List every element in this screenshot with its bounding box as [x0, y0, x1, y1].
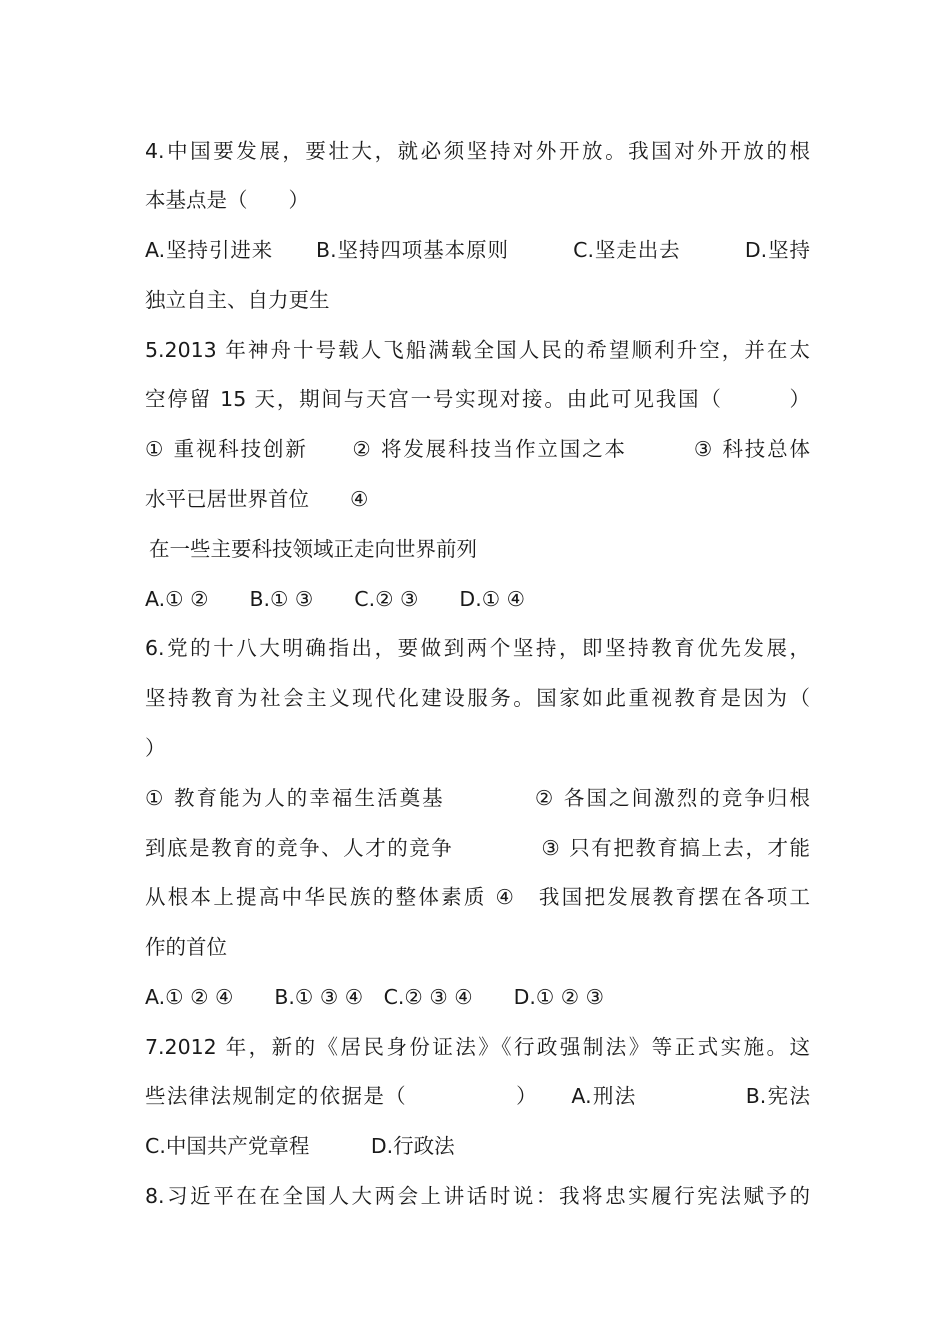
question-6-line-3: ） — [145, 736, 166, 760]
question-5-options: A.① ② B.① ③ C.② ③ D.① ④ — [145, 587, 525, 611]
question-7-line-2: 些法律法规制定的依据是（ ） A.刑法 B.宪法 — [145, 1084, 810, 1108]
question-4-options: A.坚持引进来 B.坚持四项基本原则 C.坚走出去 D.坚持 — [145, 238, 810, 262]
question-6-statements-3: 从根本上提高中华民族的整体素质 ④ 我国把发展教育摆在各项工 — [145, 885, 810, 909]
question-8-line-1: 8.习近平在在全国人大两会上讲话时说：我将忠实履行宪法赋予的 — [145, 1184, 810, 1208]
question-7-line-1: 7.2012 年，新的《居民身份证法》《行政强制法》等正式实施。这 — [145, 1035, 810, 1059]
question-5-statements-2: 水平已居世界首位 ④ — [145, 487, 369, 511]
question-6-statements-2: 到底是教育的竞争、人才的竞争 ③ 只有把教育搞上去，才能 — [145, 836, 810, 860]
question-6-options: A.① ② ④ B.① ③ ④ C.② ③ ④ D.① ② ③ — [145, 985, 605, 1009]
question-4-line-2: 本基点是（ ） — [145, 188, 309, 212]
question-5-line-1: 5.2013 年神舟十号载人飞船满载全国人民的希望顺利升空，并在太 — [145, 338, 810, 362]
question-5-line-2: 空停留 15 天，期间与天宫一号实现对接。由此可见我国（ ） — [145, 387, 810, 411]
question-6-statements-1: ① 教育能为人的幸福生活奠基 ② 各国之间激烈的竞争归根 — [145, 786, 810, 810]
question-4-options-cont: 独立自主、自力更生 — [145, 288, 330, 312]
question-6-statements-4: 作的首位 — [145, 935, 227, 959]
question-6-line-2: 坚持教育为社会主义现代化建设服务。国家如此重视教育是因为（ — [145, 686, 810, 710]
question-5-statements-1: ① 重视科技创新 ② 将发展科技当作立国之本 ③ 科技总体 — [145, 437, 810, 461]
question-4-line-1: 4.中国要发展，要壮大，就必须坚持对外开放。我国对外开放的根 — [145, 139, 810, 163]
question-6-line-1: 6.党的十八大明确指出，要做到两个坚持，即坚持教育优先发展， — [145, 636, 810, 660]
question-5-statements-3: 在一些主要科技领域正走向世界前列 — [149, 537, 477, 561]
question-7-options: C.中国共产党章程 D.行政法 — [145, 1134, 455, 1158]
